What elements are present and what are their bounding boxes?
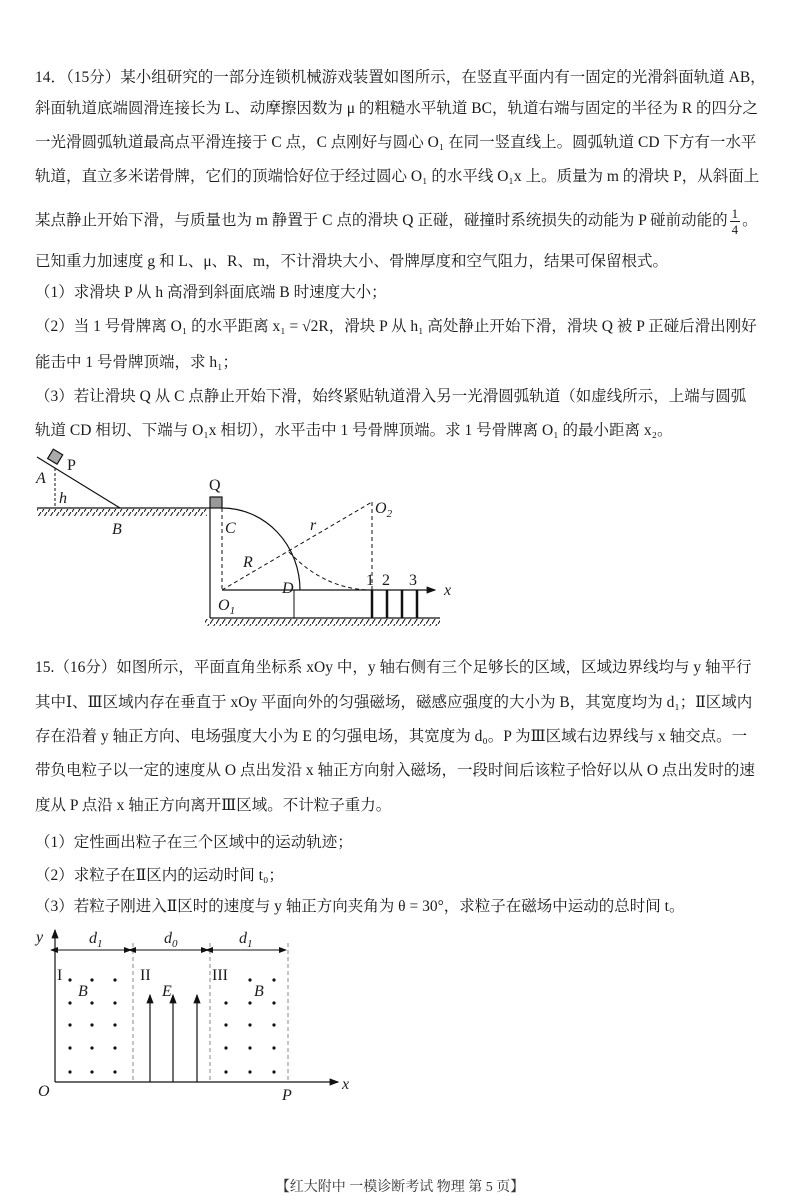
- label-b-region-i: B: [78, 983, 88, 1000]
- field-dot: [272, 1001, 275, 1004]
- label-c: C: [225, 520, 236, 537]
- q14-line: 斜面轨道底端圆滑连接长为 L、动摩擦因数为 μ 的粗糙水平轨道 BC，轨道右端与固定的半径为 R 的四分之: [35, 100, 759, 117]
- field-dot: [113, 1046, 116, 1049]
- label-a: A: [36, 470, 46, 487]
- q15-line: 度从 P 点沿 x 轴正方向离开Ⅲ区域。不计粒子重力。: [35, 797, 392, 814]
- field-dot: [113, 978, 116, 981]
- field-dot: [90, 978, 93, 981]
- field-dot: [68, 1023, 71, 1026]
- label-d1-right: $d_1$: [239, 930, 253, 950]
- field-dot: [272, 978, 275, 981]
- label-p: P: [67, 457, 76, 474]
- lower-ground-hatch: [205, 619, 440, 626]
- label-d0: $d_0$: [164, 930, 178, 950]
- label-b: B: [112, 521, 122, 538]
- label-d1-left: $d_1$: [89, 930, 103, 950]
- field-dot: [248, 1023, 251, 1026]
- label-o2: $O_2$: [375, 500, 393, 520]
- block-q: [210, 497, 222, 508]
- fraction-numerator: 1: [731, 206, 739, 221]
- field-dot: [113, 1070, 116, 1073]
- field-dot: [113, 1001, 116, 1004]
- q15-sub-2: （2）求粒子在Ⅱ区内的运动时间 t₀；: [35, 867, 284, 884]
- q14-line: 某点静止开始下滑，与质量也为 m 静置于 C 点的滑块 Q 正碰，碰撞时系统损失的动能为 P 碰前动能的: [35, 212, 728, 230]
- label-p: P: [282, 1087, 292, 1104]
- mechanism-diagram: [37, 449, 440, 626]
- q14-line: 能击中 1 号骨牌顶端，求 h₁；: [35, 354, 239, 371]
- field-labels: [34, 929, 349, 1104]
- label-r-small: r: [310, 517, 317, 534]
- q14-line: 轨道，直立多米诺骨牌，它们的顶端恰好位于经过圆心 O₁ 的水平线 O₁x 上。质量为 m 的滑块 P，从斜面上: [35, 168, 760, 185]
- field-dot: [248, 1001, 251, 1004]
- q14-sub-3: （3）若让滑块 Q 从 C 点静止开始下滑，始终紧贴轨道滑入另一光滑圆弧轨道（如虚线所示，上端与圆弧: [35, 388, 747, 405]
- field-dot: [68, 1046, 71, 1049]
- label-q: Q: [209, 477, 221, 494]
- field-dot: [224, 1001, 227, 1004]
- q14-sub-1: （1）求滑块 P 从 h 高滑到斜面底端 B 时速度大小；: [35, 284, 387, 301]
- fraction-denominator: 4: [731, 222, 739, 237]
- field-dot: [248, 978, 251, 981]
- period: 。: [742, 212, 758, 230]
- q15-sub-1: （1）定性画出粒子在三个区域中的运动轨迹；: [35, 834, 353, 851]
- field-dot: [90, 1070, 93, 1073]
- q15-sub-3: （3）若粒子刚进入Ⅱ区时的速度与 y 轴正方向夹角为 θ = 30°，求粒子在磁场中运动的总时间 t。: [35, 898, 685, 915]
- label-x: x: [342, 1076, 350, 1093]
- field-dot: [113, 1023, 116, 1026]
- field-dot: [272, 1023, 275, 1026]
- page-footer: 【红大附中 一模诊断考试 物理 第 5 页】: [275, 1180, 525, 1195]
- field-dot: [68, 978, 71, 981]
- label-domino-3: 3: [409, 572, 417, 589]
- q14-line: 14．（15分）某小组研究的一部分连锁机械游戏装置如图所示，在竖直平面内有一固定的光滑斜面轨道 AB，: [35, 69, 766, 86]
- label-region-iii: III: [212, 967, 228, 984]
- q15-line: 存在沿着 y 轴正方向、电场强度大小为 E 的匀强电场，其宽度为 d₀。P 为Ⅲ区域右边界线与 x 轴交点。一: [35, 728, 748, 745]
- incline-ab: [37, 457, 120, 508]
- q15-line: 其中Ⅰ、Ⅲ区域内存在垂直于 xOy 平面向外的匀强磁场，磁感应强度的大小为 B，其宽度均为 d₁；Ⅱ区域内: [35, 694, 753, 711]
- mechanism-labels: [35, 457, 451, 617]
- label-domino-2: 2: [382, 572, 390, 589]
- label-e: E: [162, 983, 172, 1000]
- label-domino-1: 1: [366, 572, 374, 589]
- field-dot: [224, 1023, 227, 1026]
- field-dot: [224, 1046, 227, 1049]
- q14-line: 已知重力加速度 g 和 L、μ、R、m，不计滑块大小、骨牌厚度和空气阻力，结果可保留根式。: [35, 253, 669, 270]
- label-y: y: [36, 929, 44, 946]
- field-dot: [90, 1046, 93, 1049]
- field-dot: [248, 1046, 251, 1049]
- label-region-ii: II: [140, 967, 151, 984]
- label-d: D: [282, 580, 294, 597]
- label-x: x: [444, 582, 452, 599]
- dashed-arc: [289, 552, 372, 590]
- label-o1: $O_1$: [218, 597, 236, 617]
- label-o: O: [38, 1083, 50, 1100]
- field-dot: [224, 1070, 227, 1073]
- label-r-big: R: [243, 554, 253, 571]
- field-dot: [272, 1070, 275, 1073]
- label-region-i: I: [57, 967, 63, 984]
- q14-line: 一光滑圆弧轨道最高点平滑连接于 C 点，C 点刚好与圆心 O₁ 在同一竖直线上。圆弧轨道 CD 下方有一水平: [35, 134, 757, 151]
- ground-hatch: [37, 509, 207, 516]
- field-dot: [68, 1070, 71, 1073]
- dominoes: [372, 590, 417, 618]
- q15-line: 15.（16分）如图所示，平面直角坐标系 xOy 中，y 轴右侧有三个足够长的区域，区域边界线均与 y 轴平行: [35, 659, 752, 676]
- electric-field-arrows: [150, 995, 197, 1082]
- q15-line: 带负电粒子以一定的速度从 O 点出发沿 x 轴正方向射入磁场，一段时间后该粒子恰好以从 O 点出发时的速: [35, 762, 755, 779]
- field-dot: [90, 1023, 93, 1026]
- radius-r-dashed: [222, 502, 372, 590]
- label-h: h: [59, 490, 67, 507]
- field-dot: [248, 1070, 251, 1073]
- block-p: [48, 449, 63, 464]
- field-dot: [272, 1046, 275, 1049]
- region-boundaries: [133, 943, 288, 1082]
- field-dot: [90, 1001, 93, 1004]
- magnetic-field-dots: [68, 978, 275, 1073]
- field-dot: [68, 1001, 71, 1004]
- label-b-region-iii: B: [254, 983, 264, 1000]
- field-diagram: [55, 930, 338, 1082]
- q14-sub-2: （2）当 1 号骨牌离 O₁ 的水平距离 x₁ = √2R，滑块 P 从 h₁ 高处静止开始下滑，滑块 Q 被 P 正碰后滑出刚好: [35, 318, 757, 335]
- q14-line: 轨道 CD 相切、下端与 O₁x 相切），水平击中 1 号骨牌顶端。求 1 号骨牌离 O₁ 的最小距离 x₂。: [35, 422, 673, 439]
